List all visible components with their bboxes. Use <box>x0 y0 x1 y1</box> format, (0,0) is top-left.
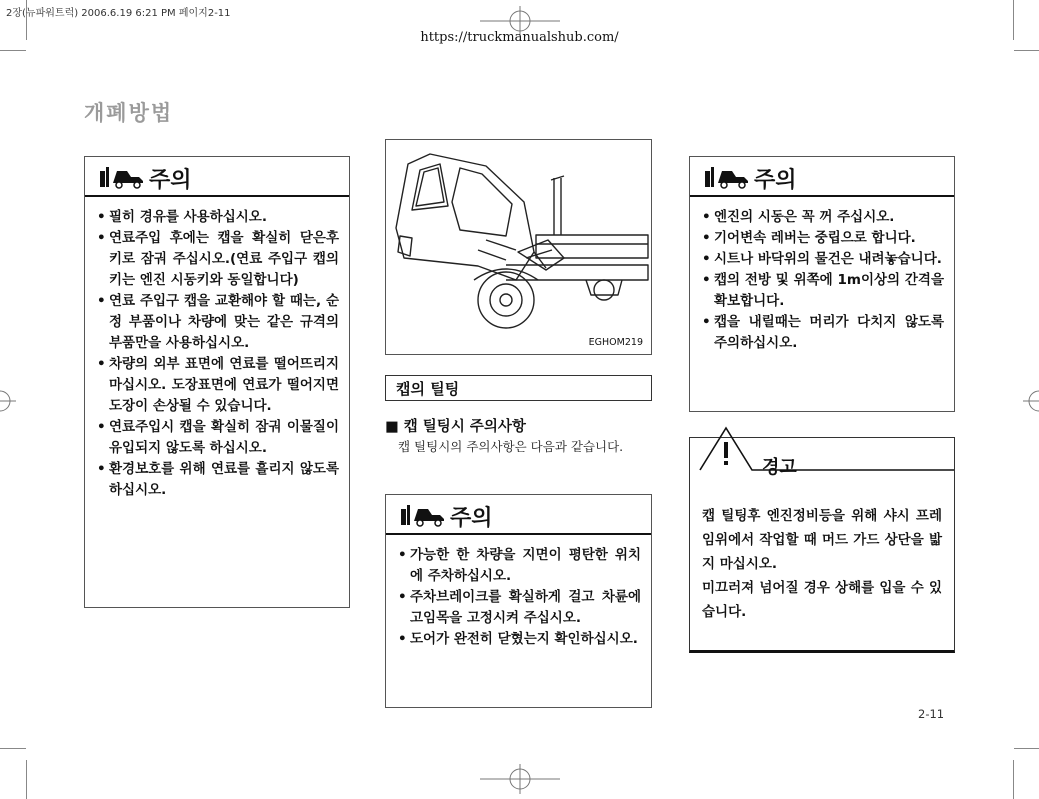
warning-triangle-icon <box>690 422 954 482</box>
caution-label: 주의 <box>149 168 192 193</box>
caution-list <box>398 545 641 650</box>
page-number: 2-11 <box>918 707 945 721</box>
list-item: • 주차브레이크를 확실하게 걸고 차륜에 고임목을 고정시켜 주십시오. <box>398 587 641 629</box>
list-item: • 캡의 전방 및 위쪽에 1m이상의 간격을 확보합니다. <box>702 270 944 312</box>
warning-line: 미끄러져 넘어질 경우 상해를 입을 수 있습니다. <box>702 580 942 620</box>
list-item: • 기어변속 레버는 중립으로 합니다. <box>702 228 944 249</box>
caution-label: 주의 <box>754 168 797 193</box>
list-item: • 캡을 내릴때는 머리가 다치지 않도록 주의하십시오. <box>702 312 944 354</box>
print-slug: 2장(뉴파워트럭) 2006.6.19 6:21 PM 페이지2-11 <box>6 8 231 19</box>
crop-mark <box>1014 748 1039 749</box>
caution-truck-icon <box>99 165 145 189</box>
registration-mark-right <box>1023 384 1039 418</box>
crop-mark <box>1014 50 1039 51</box>
warning-text <box>702 504 942 624</box>
cab-tilt-heading-box <box>385 375 652 401</box>
warning-label: 경고 <box>762 457 797 478</box>
middle-caution-box <box>385 494 652 708</box>
list-item: • 엔진의 시동은 꼭 꺼 주십시오. <box>702 207 944 228</box>
figure-code: EGHOM219 <box>588 337 643 348</box>
cab-tilt-figure <box>385 139 652 355</box>
caution-header <box>85 157 349 197</box>
crop-mark <box>0 50 26 51</box>
list-item: • 환경보호를 위해 연료를 흘리지 않도록 하십시오. <box>97 459 339 501</box>
list-item: • 가능한 한 차량을 지면이 평탄한 위치에 주차하십시오. <box>398 545 641 587</box>
left-caution-box <box>84 156 350 608</box>
cab-tilt-heading: 캡의 틸팅 <box>396 380 460 398</box>
caution-list <box>702 207 944 354</box>
list-item: • 차량의 외부 표면에 연료를 떨어뜨리지 마십시오. 도장표면에 연료가 떨어지면 도장이 손상될 수 있습니다. <box>97 354 339 417</box>
caution-header <box>690 157 954 197</box>
crop-mark <box>26 760 27 799</box>
list-item: • 도어가 완전히 닫혔는지 확인하십시오. <box>398 629 641 650</box>
tilt-precautions-text: 캡 틸팅시의 주의사항은 다음과 같습니다. <box>398 439 624 454</box>
crop-mark <box>1013 760 1014 799</box>
caution-label: 주의 <box>450 506 493 531</box>
right-caution-box <box>689 156 955 412</box>
section-title: 개폐방법 <box>84 101 174 125</box>
caution-truck-icon <box>704 165 750 189</box>
warning-box <box>689 437 955 653</box>
list-item: • 연료주입 후에는 캡을 확실히 닫은후 키로 잠궈 주십시오.(연료 주입구 캡의 키는 엔진 시동키와 동일합니다) <box>97 228 339 291</box>
tilted-cab-illustration <box>386 140 649 352</box>
list-item: • 연료 주입구 캡을 교환해야 할 때는, 순정 부품이나 차량에 맞는 같은 규격의 부품만을 사용하십시오. <box>97 291 339 354</box>
caution-list <box>97 207 339 501</box>
crop-mark <box>0 748 26 749</box>
registration-mark-left <box>0 384 16 418</box>
warning-line: 캡 틸팅후 엔진정비등을 위해 샤시 프레임위에서 작업할 때 머드 가드 상단을 밟지 마십시오. <box>702 508 942 572</box>
list-item: • 시트나 바닥위의 물건은 내려놓습니다. <box>702 249 944 270</box>
caution-truck-icon <box>400 503 446 527</box>
registration-mark-bottom <box>480 764 560 794</box>
tilt-precautions-subtitle: ■ 캡 틸팅시 주의사항 <box>385 419 526 435</box>
list-item: • 필히 경유를 사용하십시오. <box>97 207 339 228</box>
list-item: • 연료주입시 캡을 확실히 잠궈 이물질이 유입되지 않도록 하십시오. <box>97 417 339 459</box>
warning-header <box>690 438 954 480</box>
source-url: https://truckmanualshub.com/ <box>420 30 619 45</box>
caution-header <box>386 495 651 535</box>
